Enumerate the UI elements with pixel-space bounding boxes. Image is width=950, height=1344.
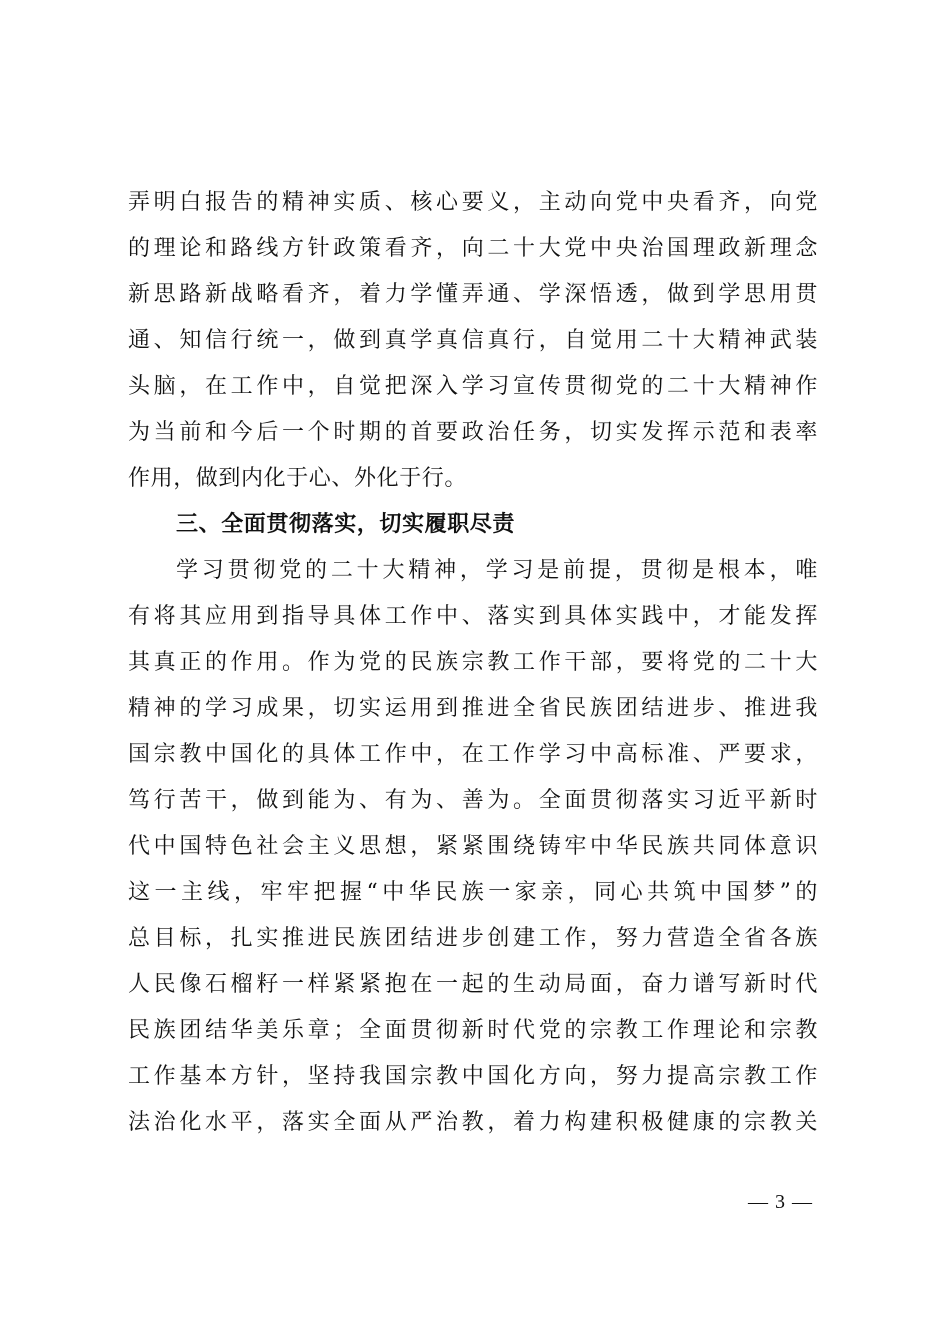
text-line: 弄明白报告的精神实质、核心要义，主动向党中央看齐，向党 bbox=[128, 190, 818, 215]
text-line: 通、知信行统一，做到真学真信真行，自觉用二十大精神武装 bbox=[128, 328, 818, 353]
text-line: 精神的学习成果，切实运用到推进全省民族团结进步、推进我 bbox=[128, 696, 818, 721]
text-line: 学习贯彻党的二十大精神，学习是前提，贯彻是根本，唯 bbox=[176, 558, 818, 583]
text-line: 总目标，扎实推进民族团结进步创建工作，努力营造全省各族 bbox=[128, 926, 818, 951]
text-line: 其真正的作用。作为党的民族宗教工作干部，要将党的二十大 bbox=[128, 650, 818, 675]
text-line: 民族团结华美乐章；全面贯彻新时代党的宗教工作理论和宗教 bbox=[128, 1018, 818, 1043]
text-line: 国宗教中国化的具体工作中，在工作学习中高标准、严要求， bbox=[128, 742, 818, 767]
text-line: 法治化水平，落实全面从严治教，着力构建积极健康的宗教关 bbox=[128, 1110, 818, 1135]
text-line: 为当前和今后一个时期的首要政治任务，切实发挥示范和表率 bbox=[128, 420, 818, 445]
text-line: 笃行苦干，做到能为、有为、善为。全面贯彻落实习近平新时 bbox=[128, 788, 818, 813]
text-line: 这一主线，牢牢把握“中华民族一家亲，同心共筑中国梦”的 bbox=[128, 880, 818, 905]
document-body bbox=[128, 180, 818, 1146]
page-number: — 3 — bbox=[748, 1191, 813, 1213]
text-line: 的理论和路线方针政策看齐，向二十大党中央治国理政新理念 bbox=[128, 236, 818, 261]
text-line: 人民像石榴籽一样紧紧抱在一起的生动局面，奋力谱写新时代 bbox=[128, 972, 818, 997]
text-line: 有将其应用到指导具体工作中、落实到具体实践中，才能发挥 bbox=[128, 604, 818, 629]
text-line: 工作基本方针，坚持我国宗教中国化方向，努力提高宗教工作 bbox=[128, 1064, 818, 1089]
section-heading: 三、全面贯彻落实，切实履职尽责 bbox=[176, 512, 516, 537]
text-line: 代中国特色社会主义思想，紧紧围绕铸牢中华民族共同体意识 bbox=[128, 834, 818, 859]
text-line: 作用，做到内化于心、外化于行。 bbox=[128, 466, 468, 491]
text-line: 头脑，在工作中，自觉把深入学习宣传贯彻党的二十大精神作 bbox=[128, 374, 818, 399]
text-line: 新思路新战略看齐，着力学懂弄通、学深悟透，做到学思用贯 bbox=[128, 282, 818, 307]
